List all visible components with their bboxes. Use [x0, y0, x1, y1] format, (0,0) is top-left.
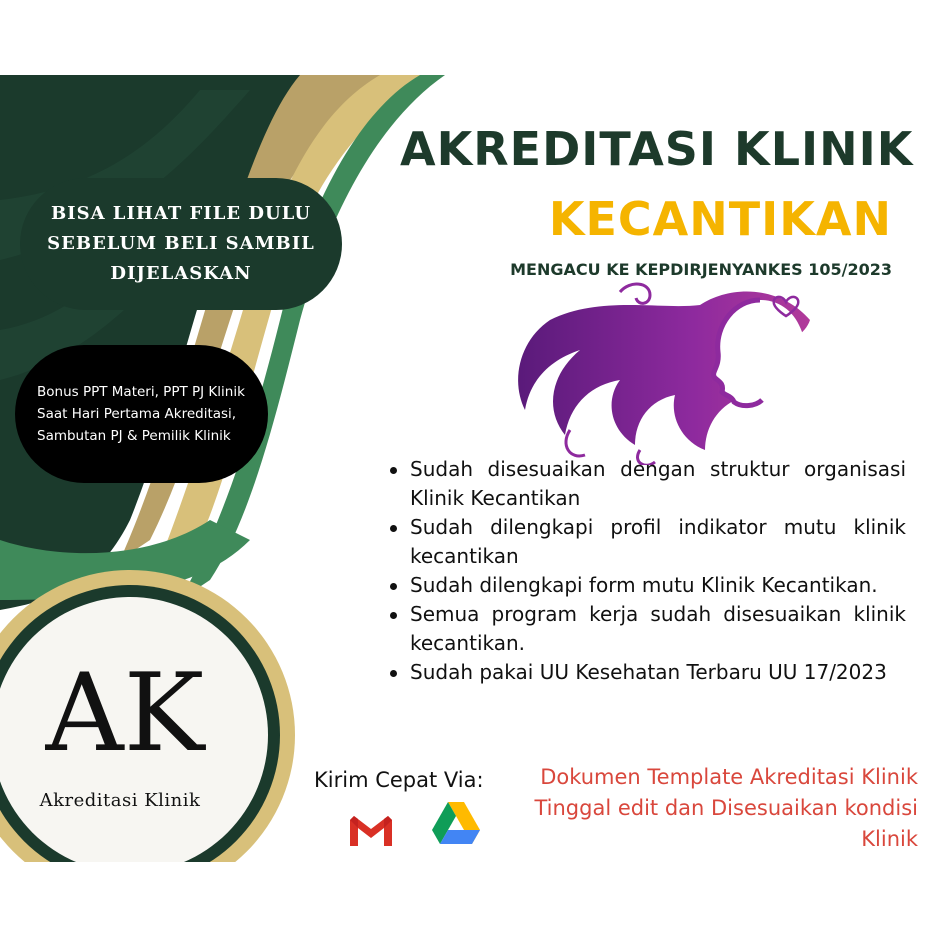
list-item: Semua program kerja sudah disesuaikan klinik kecantikan. — [388, 600, 906, 658]
list-item: Sudah dilengkapi form mutu Klinik Kecantikan. — [388, 571, 906, 600]
list-item: Sudah pakai UU Kesehatan Terbaru UU 17/2023 — [388, 658, 906, 687]
swirl — [566, 430, 585, 456]
bottom-band — [0, 862, 940, 940]
delivery-label: Kirim Cepat Via: — [314, 768, 484, 792]
feature-list — [388, 455, 906, 687]
swirl — [620, 284, 650, 303]
gmail-icon[interactable] — [348, 812, 394, 848]
preview-note-pill — [20, 178, 342, 310]
top-band — [0, 0, 940, 75]
google-drive-icon[interactable] — [432, 802, 480, 844]
footer-note: Dokumen Template Akreditasi Klinik Tinggal edit dan Disesuaikan kondisi Klinik — [534, 765, 918, 851]
list-item: Sudah disesuaikan dengan struktur organisasi Klinik Kecantikan — [388, 455, 906, 513]
woman-hair-illustration — [510, 280, 810, 465]
bonus-note-text: Bonus PPT Materi, PPT PJ Klinik Saat Hari Pertama Akreditasi, Sambutan PJ & Pemilik Klinik — [37, 384, 245, 444]
logo-caption: Akreditasi Klinik — [39, 790, 201, 811]
reference-text: MENGACU KE KEPDIRJENYANKES 105/2023 — [510, 260, 892, 279]
title-line-1: AKREDITASI KLINIK — [400, 122, 914, 176]
ak-logo — [40, 640, 210, 780]
logo-mark-text: AK — [45, 651, 205, 776]
list-item: Sudah dilengkapi profil indikator mutu klinik kecantikan — [388, 513, 906, 571]
bonus-note-pill — [15, 345, 268, 483]
title-line-2: KECANTIKAN — [548, 192, 892, 246]
preview-note-text: BISA LIHAT FILE DULU SEBELUM BELI SAMBIL DIJELASKAN — [47, 203, 315, 284]
